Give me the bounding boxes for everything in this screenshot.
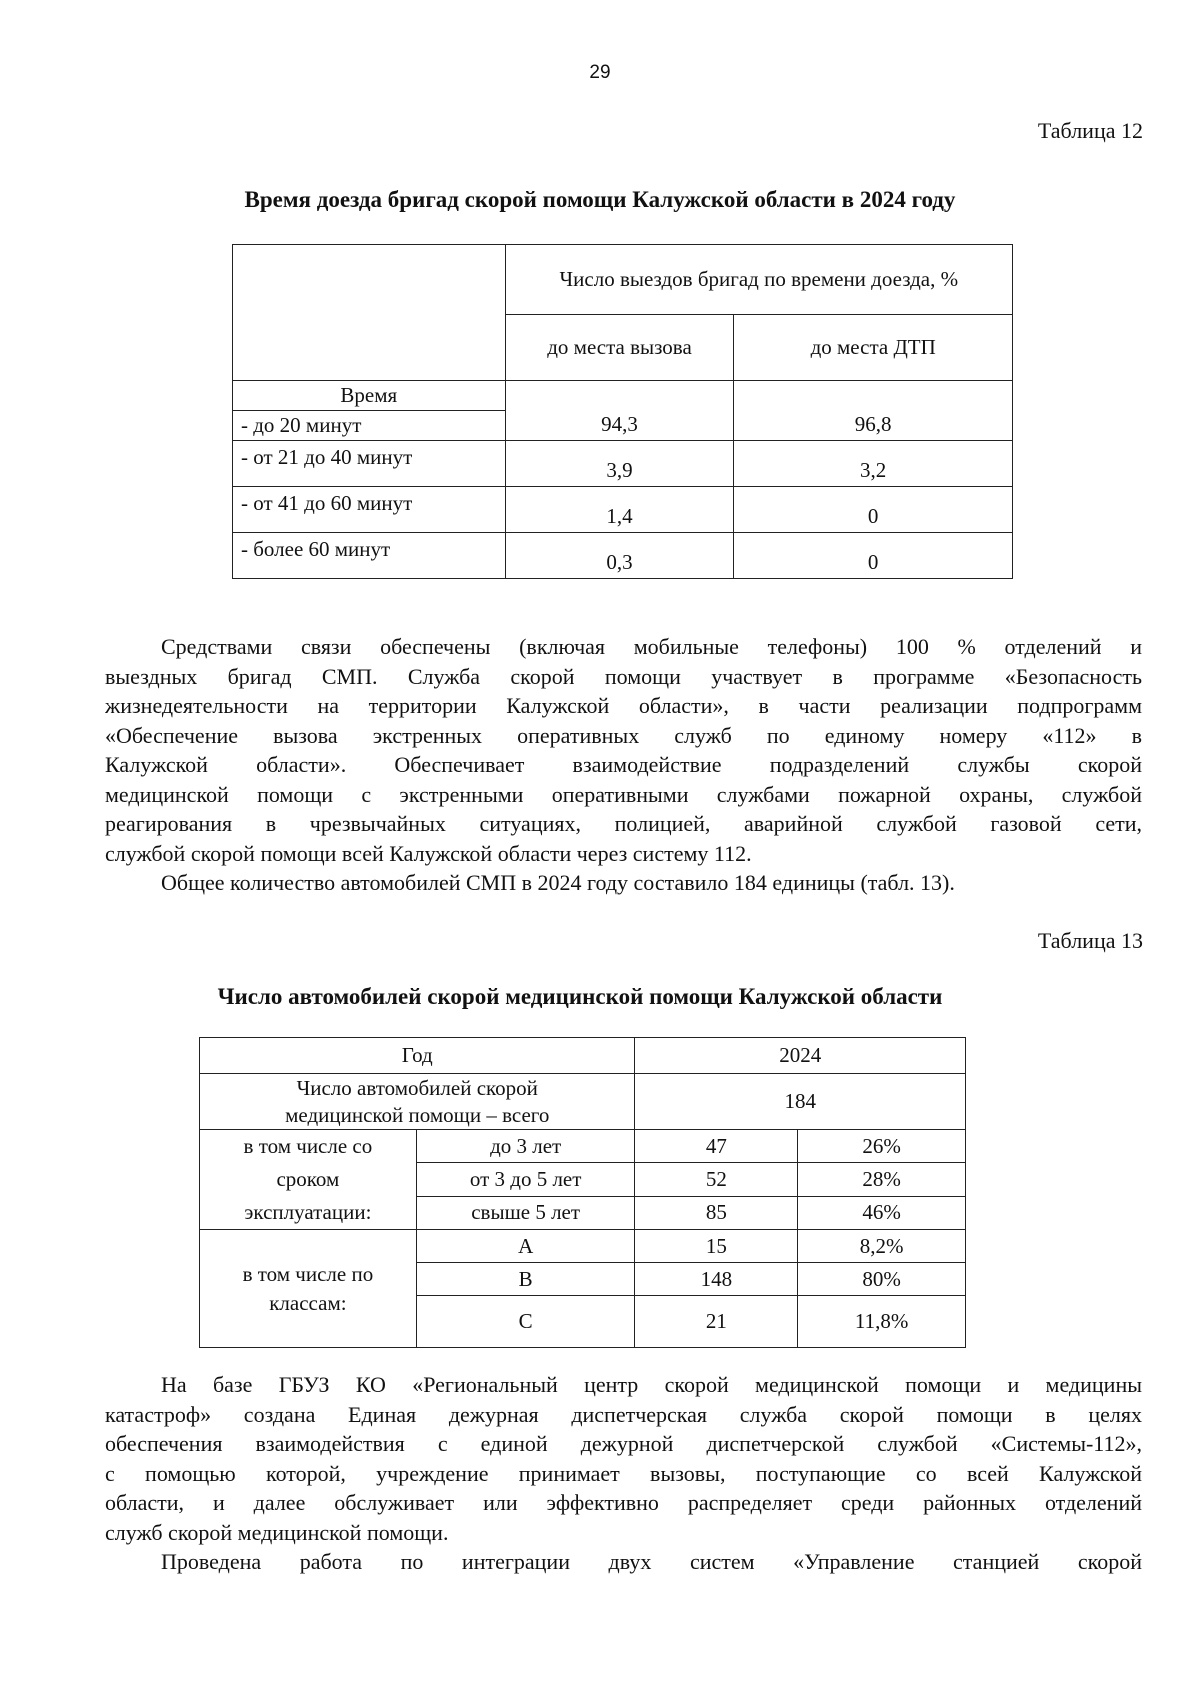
table12-cell: 1,4 <box>505 487 734 533</box>
table13-cell: 52 <box>635 1163 798 1196</box>
paragraph-line: катастроф» создана Единая дежурная диспетчерская служба скорой помощи в целях <box>105 1401 1142 1427</box>
table13-cell: 11,8% <box>798 1296 966 1348</box>
paragraph-line: обеспечения взаимодействия с единой дежурной диспетчерской службой «Системы-112», <box>105 1431 1142 1456</box>
table13-total: 184 <box>635 1074 966 1130</box>
table13-class-group-line: классам: <box>269 1290 347 1315</box>
table13-cell: 148 <box>635 1263 798 1296</box>
paragraph-integration: Проведена работа по интеграции двух систем «Управление станцией скорой <box>161 1549 1142 1574</box>
table13 <box>199 1037 966 1348</box>
table13-class-label: С <box>416 1296 635 1348</box>
table13-class-label: В <box>416 1263 635 1296</box>
table12-row-label: - до 20 минут <box>233 411 506 441</box>
table13-age-group-line: эксплуатации: <box>244 1200 372 1224</box>
table12-row-header: Время <box>233 381 506 411</box>
paragraph-line: реагирования в чрезвычайных ситуациях, полицией, аварийной службой газовой сети, <box>105 811 1142 836</box>
table12-row-label: - от 21 до 40 минут <box>233 441 506 487</box>
table13-cell: 47 <box>635 1130 798 1163</box>
table12-cell: 94,3 <box>505 381 734 441</box>
table12-col1-header: до места вызова <box>505 315 734 381</box>
paragraph-vehicle-total: Общее количество автомобилей СМП в 2024 году составило 184 единицы (табл. 13). <box>161 870 955 895</box>
table13-cell: 80% <box>798 1263 966 1296</box>
table13-age-group <box>200 1130 417 1230</box>
paragraph-dispatch-service <box>105 1370 1142 1577</box>
table13-total-label <box>200 1074 635 1130</box>
table12-row-label: - от 41 до 60 минут <box>233 487 506 533</box>
table13-class-label: А <box>416 1230 635 1263</box>
table13-total-label-line: Число автомобилей скорой <box>296 1075 538 1100</box>
table13-cell: 21 <box>635 1296 798 1348</box>
table13-class-group <box>200 1230 417 1348</box>
table13-cell: 85 <box>635 1196 798 1229</box>
table13-year: 2024 <box>635 1038 966 1074</box>
table13-cell: 8,2% <box>798 1230 966 1263</box>
paragraph-line: жизнедеятельности на территории Калужской области», в части реализации подпрограмм <box>105 693 1142 718</box>
paragraph-line: Средствами связи обеспечены (включая мобильные телефоны) 100 % отделений и <box>161 634 1142 659</box>
table13-age-label: свыше 5 лет <box>416 1196 635 1229</box>
table13-age-group-line: сроком <box>276 1167 340 1191</box>
paragraph-line: с помощью которой, учреждение принимает вызовы, поступающие со всей Калужской <box>105 1460 1142 1486</box>
paragraph-line: медицинской помощи с экстренными оперативными службами пожарной охраны, службой <box>105 781 1142 807</box>
table13-cell: 46% <box>798 1196 966 1229</box>
paragraph-line: области, и далее обслуживает или эффективно распределяет среди районных отделений <box>105 1490 1142 1515</box>
table13-total-label-line: медицинской помощи – всего <box>285 1102 550 1127</box>
table12-cell: 0 <box>734 487 1013 533</box>
table13-year-label: Год <box>200 1038 635 1074</box>
paragraph-line: На базе ГБУЗ КО «Региональный центр скорой медицинской помощи и медицины <box>161 1372 1142 1397</box>
table12-cell: 3,9 <box>505 441 734 487</box>
table13-age-label: от 3 до 5 лет <box>416 1163 635 1196</box>
table12-col2-header: до места ДТП <box>734 315 1013 381</box>
paragraph-line: Калужской области». Обеспечивает взаимодействие подразделений службы скорой <box>105 752 1142 777</box>
table12-cell: 96,8 <box>734 381 1013 441</box>
table13-age-group-line: в том числе со <box>243 1134 373 1158</box>
table12-cell: 0 <box>734 533 1013 579</box>
paragraph-communications <box>105 632 1142 898</box>
page-number: 29 <box>589 62 611 83</box>
paragraph-line: выездных бригад СМП. Служба скорой помощи участвует в программе «Безопасность <box>105 663 1142 689</box>
table12-header-group: Число выездов бригад по времени доезда, % <box>505 245 1012 315</box>
paragraph-line: «Обеспечение вызова экстренных оперативных служб по единому номеру «112» в <box>105 722 1142 748</box>
table12-corner-cell <box>233 245 506 381</box>
paragraph-line: службой скорой помощи всей Калужской области через систему 112. <box>105 840 752 866</box>
table12 <box>232 244 1013 579</box>
table13-cell: 28% <box>798 1163 966 1196</box>
table13-cell: 26% <box>798 1130 966 1163</box>
table12-title: Время доезда бригад скорой помощи Калужской области в 2024 году <box>244 187 956 212</box>
table13-cell: 15 <box>635 1230 798 1263</box>
table13-class-group-line: в том числе по <box>242 1261 374 1286</box>
table12-label: Таблица 12 <box>1037 118 1143 143</box>
table12-row-label: - более 60 минут <box>233 533 506 579</box>
paragraph-line: служб скорой медицинской помощи. <box>105 1519 449 1545</box>
table12-cell: 0,3 <box>505 533 734 579</box>
table13-title: Число автомобилей скорой медицинской помощи Калужской области <box>217 984 943 1009</box>
table12-cell: 3,2 <box>734 441 1013 487</box>
table13-age-label: до 3 лет <box>416 1130 635 1163</box>
table13-label: Таблица 13 <box>1037 928 1143 953</box>
